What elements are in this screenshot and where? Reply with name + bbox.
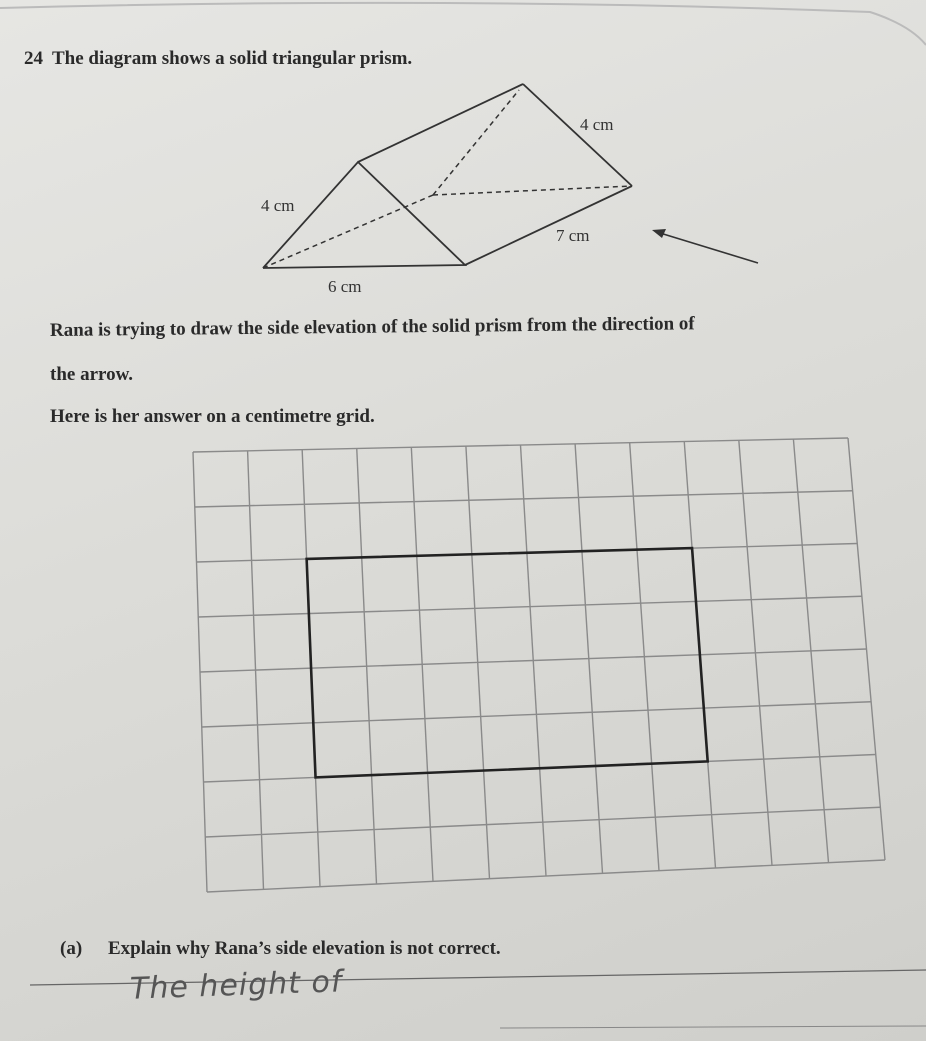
part-a-text: Explain why Rana’s side elevation is not correct. [108,938,501,959]
label-length: 7 cm [556,226,590,245]
label-left: 4 cm [261,196,295,215]
grid-intro: Here is her answer on a centimetre grid. [50,406,375,427]
page-edge [0,3,926,45]
prism-top-edge [358,84,523,162]
part-a-label: (a) [60,938,83,959]
question-number: 24 [24,48,43,69]
handwritten-answer[interactable]: The height of [129,964,343,1007]
direction-arrow [652,229,758,263]
question-body-line1: Rana is trying to draw the side elevation of the solid prism from the direction of [49,313,695,341]
label-top-right: 4 cm [580,115,614,134]
question-body-line2: the arrow. [50,364,134,385]
question-intro: The diagram shows a solid triangular prism. [52,48,413,69]
prism-bottom-edge [465,186,632,265]
label-base: 6 cm [328,277,362,296]
prism-back-edge [523,84,632,186]
centimetre-grid [193,438,885,892]
answer-line-2 [500,1026,926,1028]
